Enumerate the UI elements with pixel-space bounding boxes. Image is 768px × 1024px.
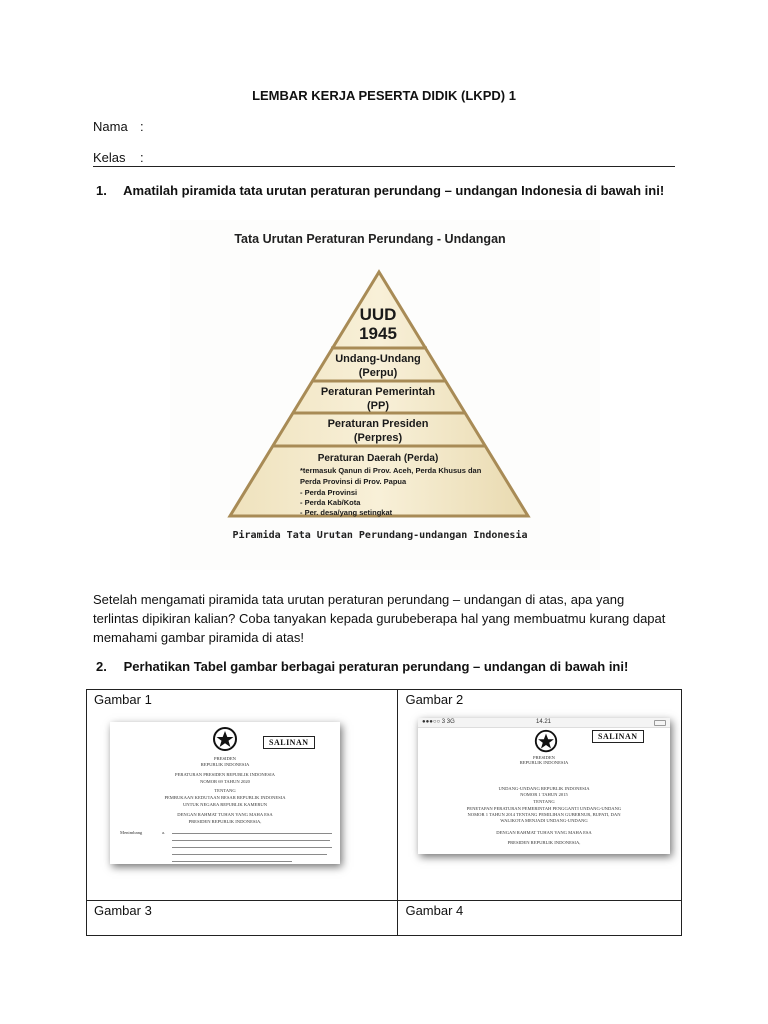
battery-icon bbox=[654, 720, 666, 726]
doc1-menimbang: Menimbang bbox=[120, 830, 143, 835]
doc2-line-7: WALIKOTA MENJADI UNDANG-UNDANG bbox=[500, 818, 588, 823]
perda-note-3: - Perda Provinsi bbox=[300, 488, 358, 497]
class-label: Kelas bbox=[93, 150, 126, 165]
question-2-number: 2. bbox=[96, 659, 107, 674]
doc1-line-8: PRESIDEN REPUBLIK INDONESIA, bbox=[188, 819, 262, 824]
instruction-paragraph bbox=[93, 590, 683, 647]
signal-status: ●●●○○ 3 3G bbox=[422, 719, 455, 725]
phone-status-bar bbox=[418, 718, 670, 728]
garuda-emblem-icon bbox=[532, 729, 560, 755]
paragraph-line-2: terlintas dipikiran kalian? Coba tanyakan kepada gurubeberapa hal yang membuatmu kurang dapat bbox=[93, 611, 666, 626]
doc2-line-2: UNDANG-UNDANG REPUBLIK INDONESIA bbox=[498, 786, 590, 791]
level-uu-line2: (Perpu) bbox=[358, 367, 398, 379]
question-1-number: 1. bbox=[96, 183, 107, 198]
level-uud-line1: UUD bbox=[359, 305, 397, 324]
doc1-body-line bbox=[172, 861, 292, 862]
perda-note-1: *termasuk Qanun di Prov. Aceh, Perda Khusus dan bbox=[300, 466, 482, 475]
worksheet-title: LEMBAR KERJA PESERTA DIDIK (LKPD) 1 bbox=[252, 88, 516, 103]
pyramid-caption: Piramida Tata Urutan Perundang-undangan Indonesia bbox=[232, 530, 528, 541]
pyramid-title: Tata Urutan Peraturan Perundang - Undangan bbox=[234, 232, 506, 246]
doc2-line-4: TENTANG bbox=[533, 799, 555, 804]
doc1-line-2: PERATURAN PRESIDEN REPUBLIK INDONESIA bbox=[175, 772, 275, 777]
level-pp-line2: (PP) bbox=[367, 400, 389, 412]
header-divider bbox=[93, 166, 675, 167]
document-image-1 bbox=[110, 722, 340, 864]
pyramid-figure bbox=[170, 220, 600, 570]
name-label: Nama bbox=[93, 119, 128, 134]
salinan-stamp: SALINAN bbox=[263, 736, 315, 749]
gambar-4-label: Gambar 4 bbox=[405, 903, 464, 918]
status-time: 14.21 bbox=[536, 719, 552, 725]
doc1-line-7: DENGAN RAHMAT TUHAN YANG MAHA ESA bbox=[177, 812, 273, 817]
table-cell-gambar-4 bbox=[398, 901, 682, 936]
doc1-body-line bbox=[172, 833, 332, 834]
gambar-3-label: Gambar 3 bbox=[94, 903, 152, 918]
doc1-line-3: NOMOR 69 TAHUN 2020 bbox=[200, 779, 250, 784]
question-2-text: Perhatikan Tabel gambar berbagai peraturan perundang – undangan di bawah ini! bbox=[123, 659, 629, 674]
gambar-2-label: Gambar 2 bbox=[405, 692, 464, 707]
level-perpres-line1: Peraturan Presiden bbox=[327, 418, 429, 430]
perda-note-2: Perda Provinsi di Prov. Papua bbox=[300, 477, 407, 486]
table-cell-gambar-3 bbox=[87, 901, 398, 936]
doc1-line-6: UNTUK NEGARA REPUBLIK KAMERUN bbox=[182, 802, 268, 807]
class-colon: : bbox=[140, 150, 144, 165]
question-1-text: Amatilah piramida tata urutan peraturan perundang – undangan Indonesia di bawah ini! bbox=[123, 183, 665, 198]
paragraph-line-3: memahami gambar piramida di atas! bbox=[93, 630, 304, 645]
paragraph-line-1: Setelah mengamati piramida tata urutan peraturan perundang – undangan di atas, apa yang bbox=[93, 592, 625, 607]
doc1-body-line bbox=[172, 840, 330, 841]
level-perpres-line2: (Perpres) bbox=[353, 432, 403, 444]
doc1-body-line bbox=[172, 854, 327, 855]
gambar-1-label: Gambar 1 bbox=[94, 692, 152, 707]
doc1-line-0: PRESIDEN bbox=[214, 756, 236, 761]
doc1-line-4: TENTANG bbox=[214, 788, 236, 793]
level-uu-line1: Undang-Undang bbox=[335, 353, 421, 365]
table-row bbox=[87, 901, 682, 936]
name-colon: : bbox=[140, 119, 144, 134]
doc2-line-1: REPUBLIK INDONESIA bbox=[519, 760, 569, 765]
level-perda-title: Peraturan Daerah (Perda) bbox=[317, 453, 439, 464]
doc2-line-0: PRESIDEN bbox=[533, 755, 555, 760]
document-image-2 bbox=[418, 718, 670, 854]
doc2-line-6: NOMOR 1 TAHUN 2014 TENTANG PEMILIHAN GUBERNUR, BUPATI, DAN bbox=[467, 812, 621, 817]
doc2-line-8: DENGAN RAHMAT TUHAN YANG MAHA ESA bbox=[496, 830, 592, 835]
salinan-stamp: SALINAN bbox=[592, 730, 644, 743]
level-uud-line2: 1945 bbox=[359, 324, 397, 343]
garuda-emblem-icon bbox=[210, 726, 240, 754]
question-1 bbox=[96, 183, 664, 198]
doc2-line-5: PENETAPAN PERATURAN PEMERINTAH PENGGANTI UNDANG-UNDANG bbox=[466, 806, 622, 811]
pyramid-svg bbox=[170, 220, 600, 570]
doc2-line-9: PRESIDEN REPUBLIK INDONESIA, bbox=[507, 840, 581, 845]
perda-note-5: - Per. desa/yang setingkat bbox=[300, 508, 393, 517]
doc2-line-3: NOMOR 1 TAHUN 2015 bbox=[520, 792, 568, 797]
doc1-line-1: REPUBLIK INDONESIA bbox=[200, 762, 250, 767]
perda-note-4: - Perda Kab/Kota bbox=[300, 498, 361, 507]
question-2 bbox=[96, 659, 628, 674]
class-field bbox=[93, 150, 144, 165]
doc1-item-a: a. bbox=[162, 830, 166, 835]
name-field bbox=[93, 119, 144, 134]
doc1-line-5: PEMBUKAAN KEDUTAAN BESAR REPUBLIK INDONESIA bbox=[164, 795, 286, 800]
level-pp-line1: Peraturan Pemerintah bbox=[320, 386, 436, 398]
doc1-body-line bbox=[172, 847, 332, 848]
